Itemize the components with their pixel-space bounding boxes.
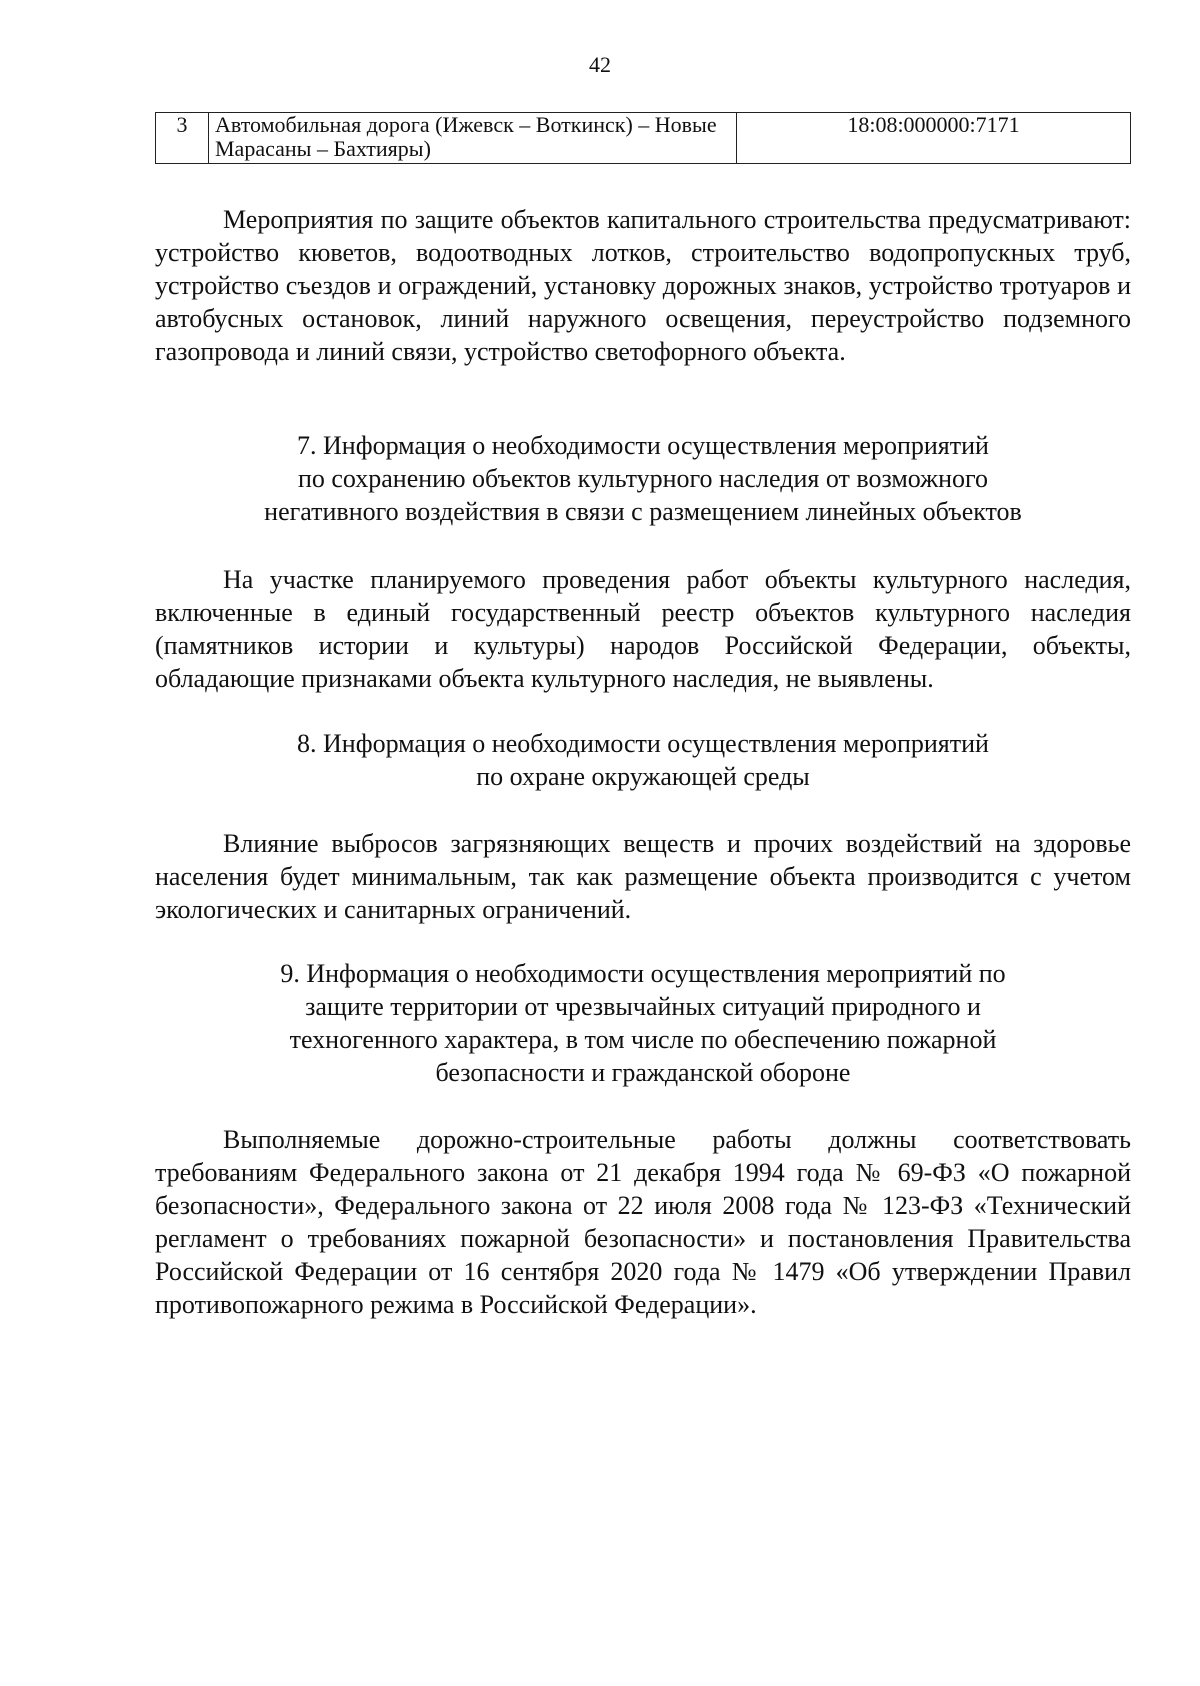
section-heading-8-line-1: 8. Информация о необходимости осуществления мероприятий bbox=[297, 729, 989, 758]
page-number: 42 bbox=[589, 52, 611, 77]
paragraph-fire-safety: Выполняемые дорожно-строительные работы должны соответствовать требованиям Федерального закона от 21 декабря 1994 года № 69-ФЗ «О пожарной безопасности», Федерального закона от 22 июля 2008 года № 123-ФЗ «Технический регламент о требованиях пожарной безопасности» и постановления Правительства Российской Федерации от 16 сентября 2020 года № 1479 «Об утверждении Правил противопожарного режима в Российской Федерации». bbox=[155, 1125, 1131, 1319]
section-heading-8-line-2: по охране окружающей среды bbox=[476, 762, 810, 791]
section-heading-9-line-1: 9. Информация о необходимости осуществления мероприятий по bbox=[280, 959, 1006, 988]
table-cell-number: 3 bbox=[156, 113, 209, 164]
section-heading-9-line-4: безопасности и гражданской обороне bbox=[435, 1058, 851, 1087]
section-heading-7 bbox=[155, 429, 1131, 528]
section-heading-7-line-2: по сохранению объектов культурного наследия от возможного bbox=[297, 464, 989, 493]
section-heading-9 bbox=[155, 957, 1131, 1089]
paragraph-environment: Влияние выбросов загрязняющих веществ и прочих воздействий на здоровье населения будет минимальным, так как размещение объекта производится с учетом экологических и санитарных ограничений. bbox=[155, 829, 1131, 924]
section-heading-8 bbox=[155, 727, 1131, 793]
section-heading-9-line-2: защите территории от чрезвычайных ситуаций природного и bbox=[305, 992, 981, 1021]
table-row bbox=[156, 113, 1131, 164]
paragraph-capital-construction-protection: Мероприятия по защите объектов капитального строительства предусматривают: устройство кюветов, водоотводных лотков, строительство водопропускных труб, устройство съездов и ограждений, установку дорожных знаков, устройство тротуаров и автобусных остановок, линий наружного освещения, переустройство подземного газопровода и линий связи, устройство светофорного объекта. bbox=[155, 205, 1131, 366]
table-cell-object-name: Автомобильная дорога (Ижевск – Воткинск) – Новые Марасаны – Бахтияры) bbox=[209, 113, 737, 164]
section-heading-9-line-3: техногенного характера, в том числе по обеспечению пожарной bbox=[289, 1025, 997, 1054]
paragraph-cultural-heritage: На участке планируемого проведения работ объекты культурного наследия, включенные в единый государственный реестр объектов культурного наследия (памятников истории и культуры) народов Российской Федерации, объекты, обладающие признаками объекта культурного наследия, не выявлены. bbox=[155, 565, 1131, 693]
objects-table bbox=[155, 112, 1131, 164]
section-heading-7-line-3: негативного воздействия в связи с размещением линейных объектов bbox=[264, 497, 1022, 526]
section-heading-7-line-1: 7. Информация о необходимости осуществления мероприятий bbox=[297, 431, 989, 460]
table-cell-cadastral-number: 18:08:000000:7171 bbox=[737, 113, 1131, 164]
